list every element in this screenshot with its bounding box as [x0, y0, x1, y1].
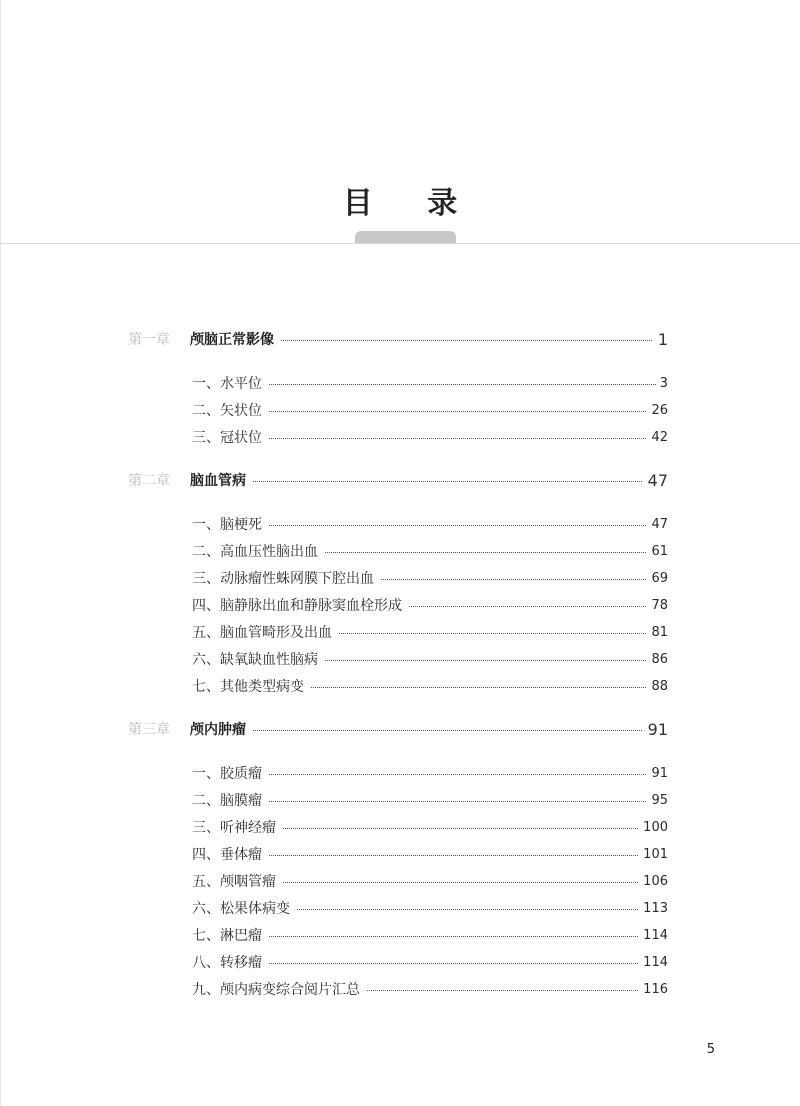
- toc-entry[interactable]: [0, 789, 800, 813]
- entry-title: 五、颅咽管瘤: [192, 870, 282, 894]
- toc-entry[interactable]: [0, 621, 800, 645]
- toc-entry[interactable]: [0, 951, 800, 975]
- entry-title: 七、淋巴瘤: [192, 924, 268, 948]
- entry-title: 一、水平位: [192, 372, 268, 396]
- toc-entry[interactable]: [0, 816, 800, 840]
- toc-chapter[interactable]: [0, 469, 800, 493]
- page-number: 5: [706, 1042, 715, 1057]
- entry-title: 三、冠状位: [192, 426, 268, 450]
- chapter-page: 47: [642, 469, 668, 493]
- entry-page: 113: [639, 897, 668, 921]
- entry-title: 六、松果体病变: [192, 897, 296, 921]
- toc-entry[interactable]: [0, 648, 800, 672]
- toc-entry[interactable]: [0, 762, 800, 786]
- entry-page: 3: [656, 372, 668, 396]
- entry-page: 81: [647, 621, 668, 645]
- entry-page: 61: [647, 540, 668, 564]
- title-underline-tab: [355, 231, 456, 243]
- entry-title: 一、胶质瘤: [192, 762, 268, 786]
- chapter-title: 颅内肿瘤: [190, 718, 252, 742]
- chapter-page: 91: [642, 718, 668, 742]
- chapter-title: 脑血管病: [190, 469, 252, 493]
- entry-page: 78: [647, 594, 668, 618]
- toc-entry[interactable]: [0, 675, 800, 699]
- entry-title: 二、矢状位: [192, 399, 268, 423]
- entry-page: 116: [639, 978, 668, 1002]
- entry-page: 101: [639, 843, 668, 867]
- toc-entry[interactable]: [0, 513, 800, 537]
- toc-entry[interactable]: [0, 924, 800, 948]
- header-rule: [0, 243, 800, 244]
- toc-entry[interactable]: [0, 870, 800, 894]
- entry-page: 95: [647, 789, 668, 813]
- chapter-title: 颅脑正常影像: [190, 328, 280, 352]
- entry-title: 六、缺氧缺血性脑病: [192, 648, 324, 672]
- entry-page: 106: [639, 870, 668, 894]
- chapter-page: 1: [652, 328, 668, 352]
- page-title: 目 录: [342, 186, 480, 221]
- toc-entry[interactable]: [0, 594, 800, 618]
- toc-entry[interactable]: [0, 399, 800, 423]
- toc-chapter[interactable]: [0, 328, 800, 352]
- toc-chapter[interactable]: [0, 718, 800, 742]
- toc-entry[interactable]: [0, 978, 800, 1002]
- leader-dots: [190, 730, 660, 731]
- entry-page: 88: [647, 675, 668, 699]
- toc-entry[interactable]: [0, 567, 800, 591]
- entry-page: 114: [639, 924, 668, 948]
- entry-page: 114: [639, 951, 668, 975]
- entry-page: 100: [639, 816, 668, 840]
- entry-page: 26: [647, 399, 668, 423]
- entry-title: 一、脑梗死: [192, 513, 268, 537]
- entry-title: 七、其他类型病变: [192, 675, 310, 699]
- entry-page: 86: [647, 648, 668, 672]
- entry-title: 三、动脉瘤性蛛网膜下腔出血: [192, 567, 380, 591]
- chapter-label: 第三章: [128, 718, 170, 742]
- entry-page: 47: [647, 513, 668, 537]
- toc-entry[interactable]: [0, 372, 800, 396]
- entry-title: 九、颅内病变综合阅片汇总: [192, 978, 366, 1002]
- entry-page: 91: [647, 762, 668, 786]
- toc-entry[interactable]: [0, 897, 800, 921]
- entry-title: 二、高血压性脑出血: [192, 540, 324, 564]
- entry-title: 四、脑静脉出血和静脉窦血栓形成: [192, 594, 408, 618]
- entry-title: 五、脑血管畸形及出血: [192, 621, 338, 645]
- entry-title: 二、脑膜瘤: [192, 789, 268, 813]
- entry-title: 四、垂体瘤: [192, 843, 268, 867]
- chapter-label: 第一章: [128, 328, 170, 352]
- toc-entry[interactable]: [0, 540, 800, 564]
- chapter-label: 第二章: [128, 469, 170, 493]
- toc-entry[interactable]: [0, 426, 800, 450]
- leader-dots: [190, 481, 660, 482]
- entry-title: 八、转移瘤: [192, 951, 268, 975]
- entry-title: 三、听神经瘤: [192, 816, 282, 840]
- entry-page: 42: [647, 426, 668, 450]
- toc-entry[interactable]: [0, 843, 800, 867]
- entry-page: 69: [647, 567, 668, 591]
